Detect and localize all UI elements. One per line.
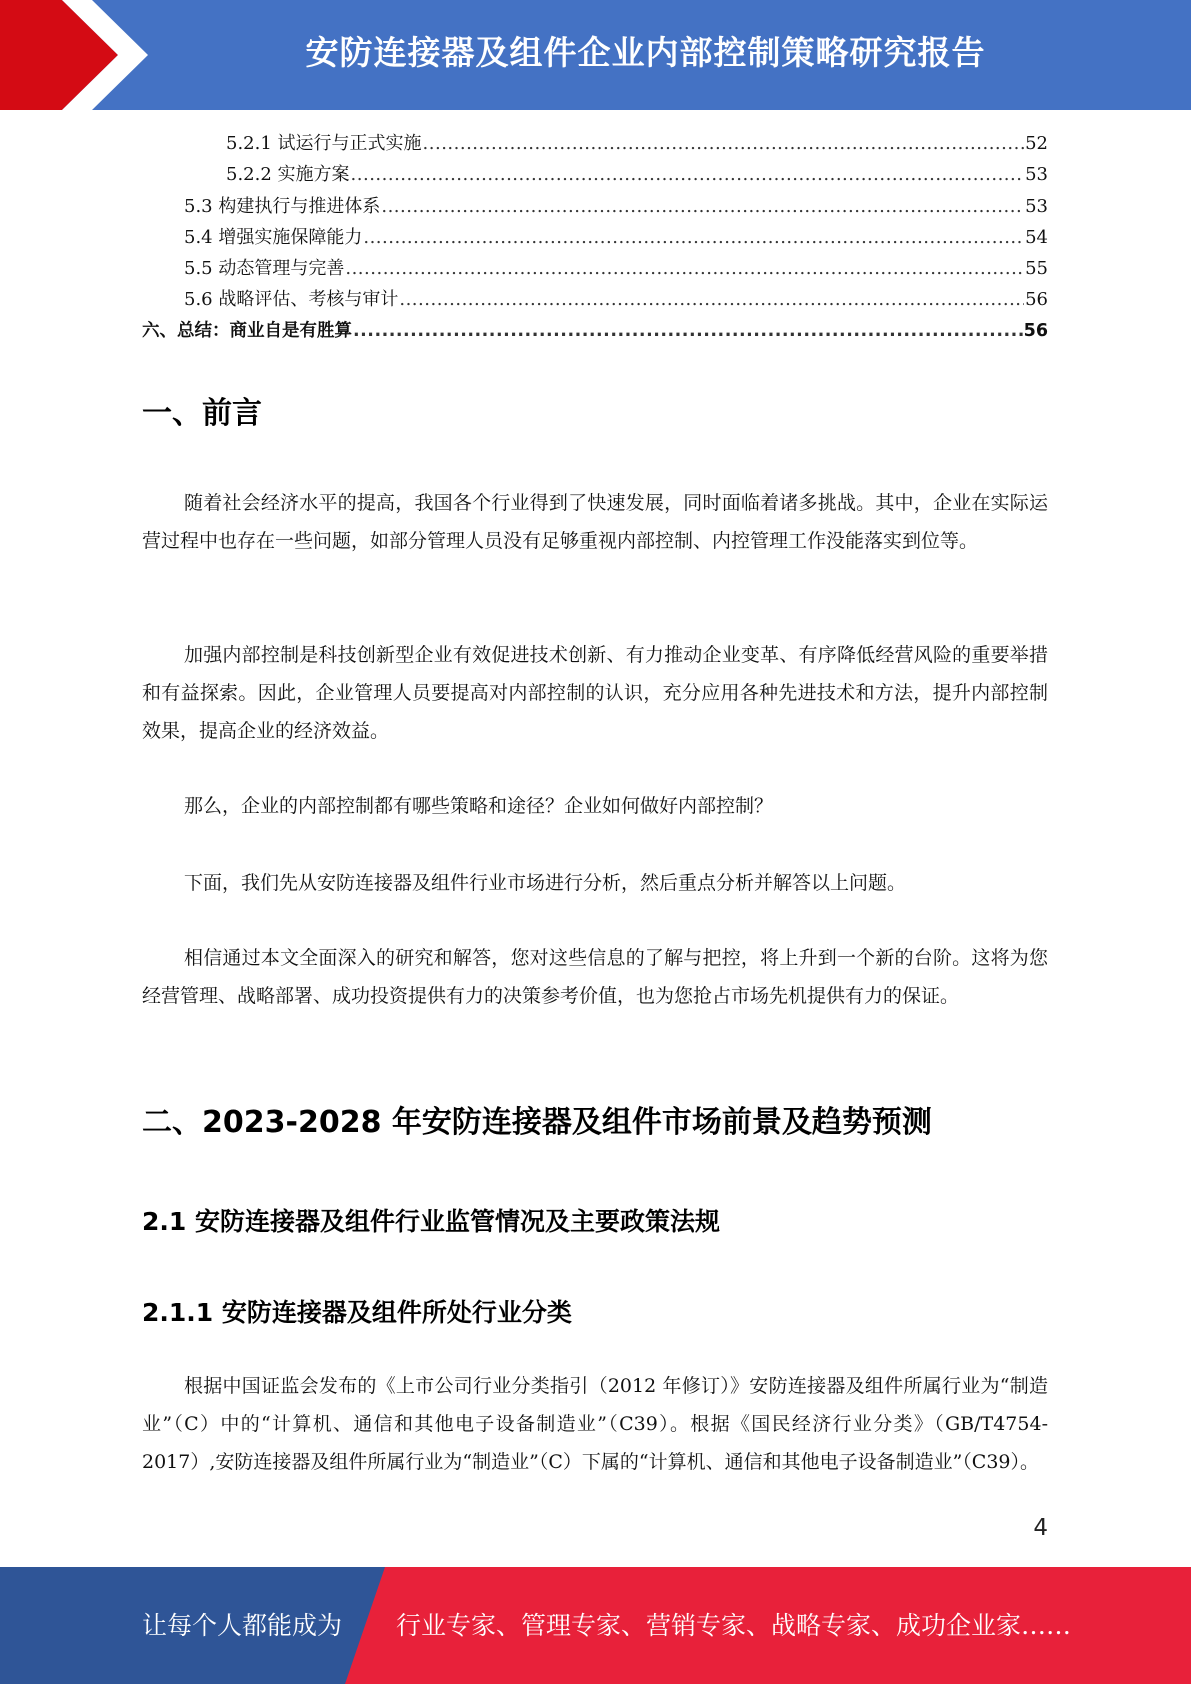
toc-leader-dots [353,316,1023,347]
subsection-heading-regulation: 2.1 安防连接器及组件行业监管情况及主要政策法规 [142,1207,720,1236]
preface-paragraph: 随着社会经济水平的提高，我国各个行业得到了快速发展，同时面临着诸多挑战。其中，企业在实际运营过程中也存在一些问题，如部分管理人员没有足够重视内部控制、内控管理工作没能落实到位等。 [142,492,1048,552]
toc-entry[interactable] [142,316,1048,347]
toc-leader-dots [345,253,1024,284]
toc-entry[interactable] [142,191,1048,222]
preface-paragraph: 加强内部控制是科技创新型企业有效促进技术创新、有力推动企业变革、有序降低经营风险的重要举措和有益探索。因此，企业管理人员要提高对内部控制的认识，充分应用各种先进技术和方法，提升内部控制效果，提高企业的经济效益。 [142,644,1048,742]
toc-leader-dots [363,222,1024,253]
toc-entry[interactable] [142,159,1048,190]
toc-entry[interactable] [142,222,1048,253]
toc-leader-dots [351,159,1025,190]
toc-entry-label: 5.3 构建执行与推进体系 [184,195,381,217]
footer-slogan-left: 让每个人都能成为 [142,1611,343,1640]
preface-paragraph: 相信通过本文全面深入的研究和解答，您对这些信息的了解与把控，将上升到一个新的台阶。这将为您经营管理、战略部署、成功投资提供有力的决策参考价值，也为您抢占市场先机提供有力的保证。 [142,947,1048,1007]
section-heading-market-forecast: 二、2023-2028 年安防连接器及组件市场前景及趋势预测 [142,1105,932,1140]
toc-entry-page: 54 [1025,226,1048,248]
toc-entry-label: 5.5 动态管理与完善 [184,258,345,280]
toc-leader-dots [423,128,1025,159]
toc-entry-page: 53 [1025,164,1048,186]
report-title: 安防连接器及组件企业内部控制策略研究报告 [305,33,986,72]
toc-entry-page: 55 [1025,258,1048,280]
section-heading-preface: 一、前言 [142,396,262,431]
classification-paragraph: 根据中国证监会发布的《上市公司行业分类指引（2012 年修订）》安防连接器及组件所属行业为“制造业”（C）中的“计算机、通信和其他电子设备制造业”（C39）。根据《国民经济行业分类》（GB/T4754-2017）,安防连接器及组件所属行业为“制造业”（C）下属的“计算机、通信和其他电子设备制造业”（C39）。 [142,1375,1048,1473]
table-of-contents [142,128,1048,347]
page-header [0,0,1191,110]
toc-entry-page: 56 [1025,289,1048,311]
toc-entry-label: 5.2.2 实施方案 [226,164,350,186]
toc-leader-dots [381,191,1024,222]
toc-leader-dots [399,284,1024,315]
toc-entry-label: 5.4 增强实施保障能力 [184,226,363,248]
toc-entry-label: 5.2.1 试运行与正式实施 [226,133,422,154]
toc-entry[interactable] [142,253,1048,284]
toc-entry-label: 六、总结：商业自是有胜算 [142,320,352,341]
toc-entry[interactable] [142,284,1048,315]
toc-entry-page: 53 [1025,195,1048,217]
preface-paragraph: 那么，企业的内部控制都有哪些策略和途径？企业如何做好内部控制？ [184,795,774,817]
page-number: 4 [1033,1515,1048,1541]
toc-entry-page: 52 [1025,133,1048,154]
page-footer [0,1567,1191,1684]
toc-entry-page: 56 [1023,320,1048,341]
preface-paragraph: 下面，我们先从安防连接器及组件行业市场进行分析，然后重点分析并解答以上问题。 [184,872,907,894]
footer-slogan-right: 行业专家、管理专家、营销专家、战略专家、成功企业家…… [396,1611,1072,1640]
subsection-heading-industry-classification: 2.1.1 安防连接器及组件所处行业分类 [142,1298,572,1327]
toc-entry-label: 5.6 战略评估、考核与审计 [184,289,399,311]
toc-entry[interactable] [142,128,1048,159]
